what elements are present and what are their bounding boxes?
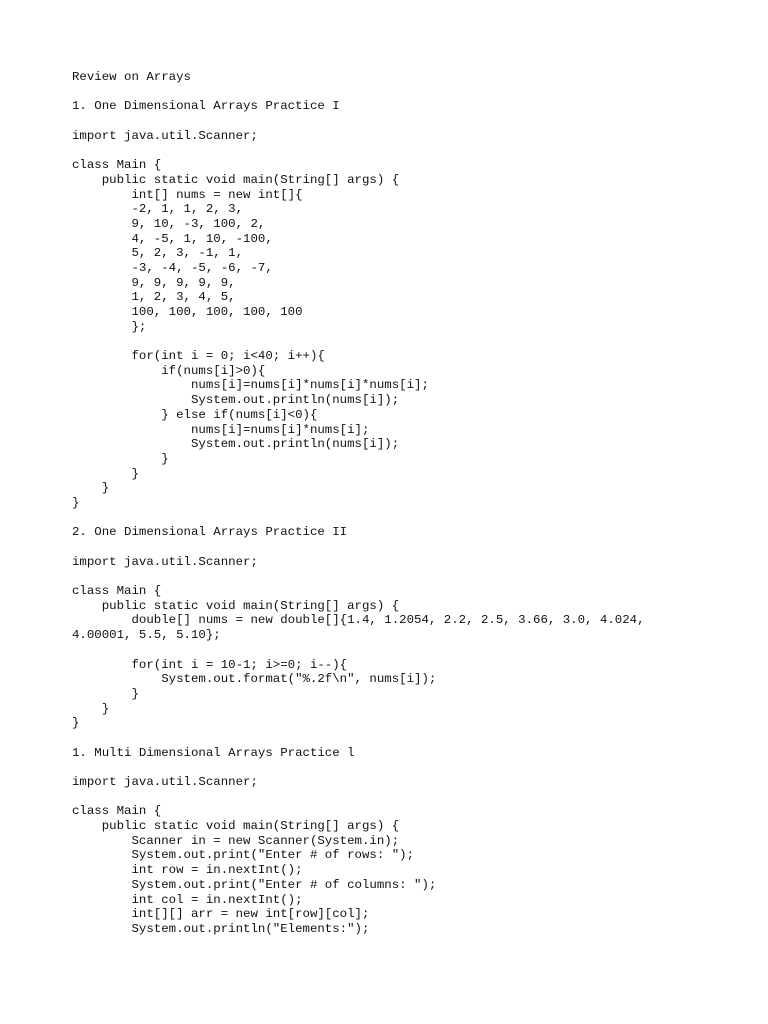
text-line: nums[i]=nums[i]*nums[i]; [72,422,370,437]
text-line: public static void main(String[] args) { [72,598,400,613]
text-line: }; [72,319,147,334]
text-line: class Main { [72,158,162,173]
document-page [72,70,732,937]
text-line: int[] nums = new int[]{ [72,187,303,202]
text-line [72,143,732,158]
text-line: import java.util.Scanner; [72,775,258,789]
text-line: for(int i = 0; i<40; i++){ [72,349,325,364]
text-line [72,114,732,129]
text-line: 4.00001, 5.5, 5.10}; [72,628,221,643]
text-line: Scanner in = new Scanner(System.in); [72,833,400,848]
text-line: int row = in.nextInt(); [72,863,303,878]
text-line: 4, -5, 1, 10, -100, [72,231,273,246]
text-line: nums[i]=nums[i]*nums[i]*nums[i]; [72,378,429,393]
text-line: 5, 2, 3, -1, 1, [72,246,244,261]
text-line: } [72,495,80,510]
text-line [72,731,732,746]
text-line: int col = in.nextInt(); [72,892,303,907]
text-line: System.out.println(nums[i]); [72,393,400,408]
text-line: 9, 10, -3, 100, 2, [72,216,266,231]
text-line [72,85,732,100]
text-line: System.out.format("%.2f\n", nums[i]); [72,672,437,687]
text-line [72,540,732,555]
text-line [72,790,732,805]
text-line: import java.util.Scanner; [72,554,258,569]
text-line: } [72,686,139,701]
text-line: public static void main(String[] args) { [72,172,400,187]
text-line: if(nums[i]>0){ [72,363,266,378]
text-line: class Main { [72,584,162,599]
text-line [72,569,732,584]
text-line: } [72,481,110,496]
text-line: } [72,451,169,466]
text-line [72,334,732,349]
text-line: public static void main(String[] args) { [72,819,400,834]
text-line: 1. One Dimensional Arrays Practice I [72,99,340,114]
text-line: -3, -4, -5, -6, -7, [72,260,273,275]
text-line: class Main { [72,804,162,819]
text-line: } else if(nums[i]<0){ [72,407,318,422]
text-line: for(int i = 10-1; i>=0; i--){ [72,657,348,672]
text-line: System.out.print("Enter # of rows: "); [72,848,415,863]
text-line: int[][] arr = new int[row][col]; [72,907,370,922]
text-line: 1. Multi Dimensional Arrays Practice l [72,745,355,760]
text-line: System.out.print("Enter # of columns: "); [72,877,437,892]
text-line: 1, 2, 3, 4, 5, [72,290,236,305]
text-line: System.out.println("Elements:"); [72,921,370,936]
text-line: } [72,716,80,731]
document-title: Review on Arrays [72,70,191,84]
text-line [72,511,732,526]
text-line: } [72,701,110,716]
text-line: import java.util.Scanner; [72,128,258,143]
text-line: double[] nums = new double[]{1.4, 1.2054, 2.2, 2.5, 3.66, 3.0, 4.024, [72,613,645,628]
text-line [72,760,732,775]
text-line: } [72,466,139,481]
text-line: 2. One Dimensional Arrays Practice II [72,525,348,540]
text-line: 100, 100, 100, 100, 100 [72,305,303,319]
text-line [72,643,732,658]
text-line: System.out.println(nums[i]); [72,437,400,452]
text-line: 9, 9, 9, 9, 9, [72,275,236,290]
text-line: -2, 1, 1, 2, 3, [72,202,244,217]
